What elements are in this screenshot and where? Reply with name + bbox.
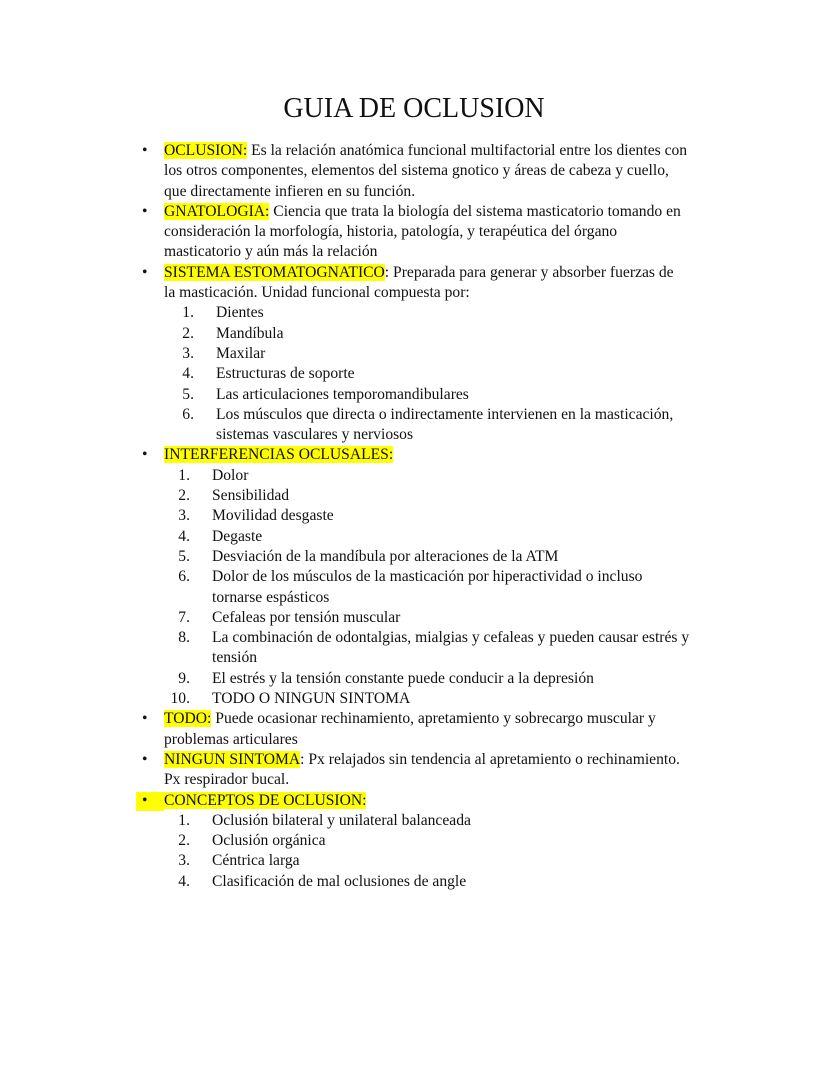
definition-text: masticatorio y aún más la relación	[164, 243, 378, 261]
bullet-section	[0, 202, 828, 263]
list-item-text: El estrés y la tensión constante puede conducir a la depresión	[212, 669, 594, 687]
list-item-text: Movilidad desgaste	[212, 507, 334, 525]
list-number: 9.	[178, 669, 190, 687]
list-item	[0, 466, 828, 486]
text-line	[0, 222, 828, 242]
definition-text: : Preparada para generar y absorber fuerzas de	[384, 263, 674, 281]
bullet-highlight	[136, 792, 164, 811]
list-number: 1.	[178, 811, 190, 829]
list-item	[0, 344, 828, 364]
list-item	[0, 689, 828, 709]
definition-text: Ciencia que trata la biología del sistema masticatorio tomando en	[269, 202, 681, 220]
list-item-text: Mandíbula	[216, 324, 284, 342]
bullet-icon: •	[142, 446, 148, 464]
list-number: 3.	[178, 507, 190, 525]
list-item	[0, 547, 828, 567]
definition-text: Px respirador bucal.	[164, 771, 290, 789]
bullet-section	[0, 445, 828, 709]
list-number: 6.	[178, 568, 190, 586]
list-item	[0, 608, 828, 628]
list-item-text: Dolor	[212, 466, 249, 484]
text-line	[0, 182, 828, 202]
definition-text: Puede ocasionar rechinamiento, apretamiento y sobrecargo muscular y	[211, 710, 656, 728]
text-line	[0, 263, 828, 283]
list-item	[0, 831, 828, 851]
list-item-text: Desviación de la mandíbula por alteraciones de la ATM	[212, 547, 559, 565]
bullet-icon: •	[142, 750, 148, 768]
highlighted-term: INTERFERENCIAS OCLUSALES:	[164, 446, 394, 464]
definition-text: problemas articulares	[164, 730, 298, 748]
list-number: 10.	[170, 690, 190, 708]
text-line	[0, 750, 828, 770]
list-item-text: tornarse espásticos	[212, 588, 330, 606]
list-item	[0, 811, 828, 831]
list-item-text: Degaste	[212, 527, 263, 545]
definition-text: que directamente infieren en su función.	[164, 182, 416, 200]
list-number: 5.	[178, 547, 190, 565]
list-item	[0, 324, 828, 344]
bullet-icon: •	[142, 791, 148, 809]
bullet-text	[164, 141, 687, 161]
list-item-text: Estructuras de soporte	[216, 365, 355, 383]
bullet-icon: •	[142, 263, 148, 281]
text-line	[0, 141, 828, 161]
bullet-section	[0, 750, 828, 791]
list-item	[0, 385, 828, 405]
bullet-section	[0, 263, 828, 446]
bullet-icon: •	[142, 202, 148, 220]
list-item-text: sistemas vasculares y nerviosos	[216, 426, 414, 444]
text-line	[0, 791, 828, 811]
text-line	[0, 770, 828, 790]
list-item-text: tensión	[212, 649, 258, 667]
definition-text: Es la relación anatómica funcional multifactorial entre los dientes con	[247, 142, 688, 159]
list-item-text: Oclusión orgánica	[212, 832, 326, 850]
bullet-section	[0, 141, 828, 202]
list-number: 6.	[182, 405, 194, 423]
bullet-text	[164, 750, 680, 770]
text-line	[0, 730, 828, 750]
list-item-text: Oclusión bilateral y unilateral balanceada	[212, 811, 471, 829]
text-line	[0, 709, 828, 729]
list-number: 4.	[182, 365, 194, 383]
document-title: GUIA DE OCLUSION	[283, 93, 545, 124]
list-item	[0, 303, 828, 323]
list-item-text: Dolor de los músculos de la masticación por hiperactividad o incluso	[212, 568, 643, 586]
list-number: 1.	[182, 304, 194, 322]
list-item-text: Clasificación de mal oclusiones de angle	[212, 872, 467, 890]
list-number: 4.	[178, 527, 190, 545]
bullet-section	[0, 791, 828, 892]
highlighted-term: OCLUSION:	[164, 142, 248, 159]
list-item	[0, 872, 828, 892]
list-item	[0, 486, 828, 506]
text-line	[0, 202, 828, 222]
text-line	[0, 445, 828, 465]
list-item-text: Las articulaciones temporomandibulares	[216, 385, 469, 403]
list-item	[0, 567, 828, 587]
highlighted-term: TODO:	[164, 710, 212, 728]
bullet-text	[164, 709, 656, 729]
bullet-icon: •	[142, 142, 148, 159]
definition-text: los otros componentes, elementos del sistema gnotico y áreas de cabeza y cuello,	[164, 162, 669, 180]
list-item	[0, 648, 828, 668]
list-number: 2.	[178, 832, 190, 850]
list-number: 2.	[182, 324, 194, 342]
text-line	[0, 161, 828, 181]
list-item-text: La combinación de odontalgias, mialgias y cefaleas y pueden causar estrés y	[212, 629, 690, 647]
definition-text: la masticación. Unidad funcional compuesta por:	[164, 284, 470, 302]
list-item	[0, 506, 828, 526]
bullet-text	[164, 445, 393, 465]
bullet-icon: •	[142, 710, 148, 728]
highlighted-term: CONCEPTOS DE OCLUSION:	[164, 791, 367, 809]
list-item-text: Maxilar	[216, 344, 266, 362]
list-item-text: Dientes	[216, 304, 264, 322]
list-item	[0, 588, 828, 608]
bullet-section	[0, 709, 828, 750]
definition-text: : Px relajados sin tendencia al apretamiento o rechinamiento.	[300, 750, 680, 768]
list-item	[0, 851, 828, 871]
highlighted-term: NINGUN SINTOMA	[164, 750, 301, 768]
list-number: 8.	[178, 629, 190, 647]
list-item-text: Céntrica larga	[212, 852, 300, 870]
list-item	[0, 364, 828, 384]
list-item-text: Cefaleas por tensión muscular	[212, 608, 401, 626]
bullet-text	[164, 202, 681, 222]
list-item	[0, 405, 828, 425]
list-item	[0, 669, 828, 689]
document-body	[0, 141, 828, 892]
text-line	[0, 242, 828, 262]
list-number: 3.	[178, 852, 190, 870]
list-number: 4.	[178, 872, 190, 890]
definition-text: consideración la morfología, historia, patología, y terapéutica del órgano	[164, 223, 618, 241]
list-number: 7.	[178, 608, 190, 626]
list-number: 5.	[182, 385, 194, 403]
list-item	[0, 425, 828, 445]
list-item-text: Los músculos que directa o indirectamente intervienen en la masticación,	[216, 405, 674, 423]
list-number: 2.	[178, 487, 190, 505]
list-item	[0, 527, 828, 547]
list-item-text: Sensibilidad	[212, 487, 290, 505]
bullet-text	[164, 791, 366, 811]
list-number: 1.	[178, 466, 190, 484]
list-item	[0, 628, 828, 648]
highlighted-term: GNATOLOGIA:	[164, 202, 270, 220]
list-number: 3.	[182, 344, 194, 362]
list-item-text: TODO O NINGUN SINTOMA	[212, 690, 411, 708]
bullet-text	[164, 263, 674, 283]
highlighted-term: SISTEMA ESTOMATOGNATICO	[164, 263, 385, 281]
text-line	[0, 283, 828, 303]
